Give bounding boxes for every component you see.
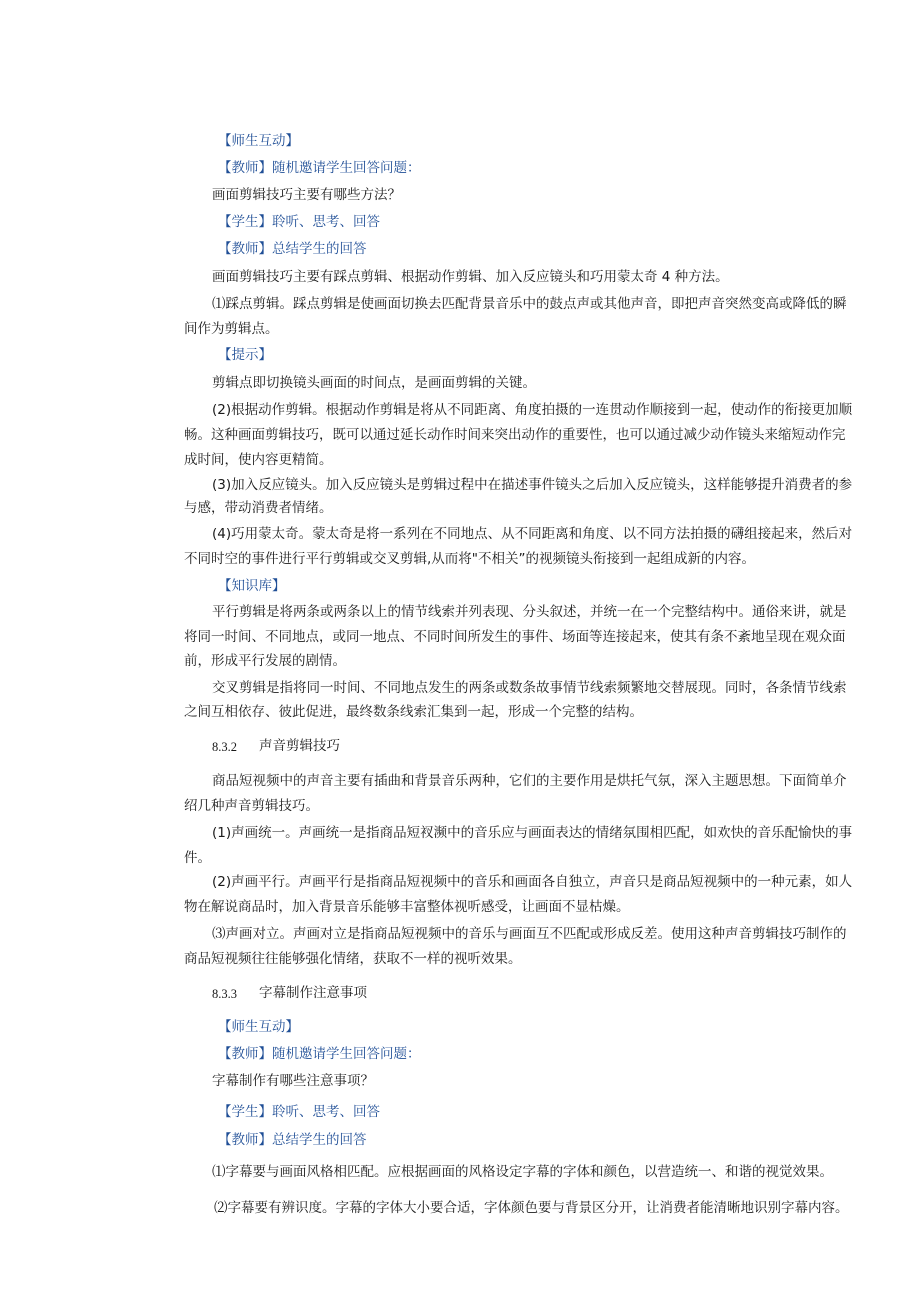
question-text: 字幕制作有哪些注意事项？: [212, 1073, 374, 1089]
paragraph-line: 剪辑点即切换镜头画面的时间点，是画面剪辑的关键。: [212, 375, 536, 391]
paragraph-line: ⑵字幕要有辨识度。字幕的字体大小要合适，字体颜色要与背景区分开，让消费者能清晰地识别字幕内容。: [214, 1200, 849, 1216]
paragraph-line: (2)根据动作剪辑。根据动作剪辑是将从不同距离、角度拍摄的一连贯动作顺接到一起，使动作的衔接更加顺: [212, 402, 853, 418]
paragraph-line: (1)声画统一。声画统一是指商品短衩濒中的音乐应与画面表达的情绪氛围相匹配，如欢快的音乐配愉快的事: [212, 825, 853, 841]
label-tip: 【提示】: [218, 347, 272, 363]
label-teacher-question: 【教师】随机邀请学生回答问题：: [218, 160, 421, 176]
paragraph-line: 畅。这种画面剪辑技巧，既可以通过延长动作时间来突出动作的重要性，也可以通过减少动作镜头来缩短动作完: [184, 427, 846, 443]
question-text: 画面剪辑技巧主要有哪些方法？: [212, 187, 401, 203]
paragraph-line: (2)声画平行。声画平行是指商品短视频中的音乐和画面各自独立，声音只是商品短视频中的一种元素，如人: [212, 874, 853, 890]
paragraph-line: 成时间，使内容更精简。: [184, 452, 333, 468]
label-teacher-summary: 【教师】总结学生的回答: [218, 1132, 367, 1148]
paragraph-line: 绍几种声音剪辑技巧。: [184, 798, 319, 814]
paragraph-line: 物在解说商品时，加入背景音乐能够丰富整体视听感受，让画面不显枯燥。: [184, 899, 630, 915]
section-number: 8.3.3: [212, 987, 237, 1001]
paragraph-line: ⑴踩点剪辑。踩点剪辑是使画面切换去匹配背景音乐中的鼓点声或其他声音，即把声音突然变高或降低的瞬: [212, 296, 847, 312]
paragraph-line: 不同时空的事件进行平行剪辑或交叉剪辑,从而将"不相关”的视频镜头衔接到一起组成新的内容。: [184, 551, 755, 567]
paragraph-line: (4)巧用蒙太奇。蒙太奇是将一系列在不同地点、从不同距离和角度、以不同方法拍摄的礴组接起来，然后对: [212, 526, 853, 542]
label-teacher-student-interaction: 【师生互动】: [218, 1019, 299, 1035]
paragraph-line: ⑶声画对立。声画对立是指商品短视频中的音乐与画面互不匹配或形成反差。使用这种声音剪辑技巧制作的: [212, 926, 847, 942]
label-student: 【学生】聆听、思考、回答: [218, 1104, 380, 1120]
paragraph-line: 前，形成平行发展的剧情。: [184, 653, 346, 669]
section-number: 8.3.2: [212, 740, 237, 754]
paragraph-line: 平行剪辑是将两条或两条以上的情节线索并列表现、分头叙述，并统一在一个完整结构中。通俗来讲，就是: [212, 604, 847, 620]
label-teacher-question: 【教师】随机邀请学生回答问题：: [218, 1046, 421, 1062]
paragraph-line: 间作为剪辑点。: [184, 321, 279, 337]
paragraph-line: (3)加入反应镜头。加入反应镜头是剪辑过程中在描述事件镜头之后加入反应镜头，这样能够提升消费者的参: [212, 477, 853, 493]
paragraph-line: 将同一时间、不同地点，或同一地点、不同时间所发生的事件、场面等连接起来，使其有条不紊地呈现在观众面: [184, 629, 846, 645]
section-title: 声音剪辑技巧: [259, 738, 340, 754]
paragraph-line: 交叉剪辑是指将同一时间、不同地点发生的两条或数条故事情节线索频繁地交替展现。同时，各条情节线索: [212, 680, 847, 696]
paragraph-line: 画面剪辑技巧主要有踩点剪辑、根据动作剪辑、加入反应镜头和巧用蒙太奇 4 种方法。: [212, 269, 729, 285]
paragraph-line: ⑴字幕要与画面风格相匹配。应根据画面的风格设定字幕的字体和颜色，以营造统一、和谐的视觉效果。: [212, 1164, 833, 1180]
label-teacher-student-interaction: 【师生互动】: [218, 133, 299, 149]
label-teacher-summary: 【教师】总结学生的回答: [218, 241, 367, 257]
label-knowledge-base: 【知识库】: [218, 578, 286, 594]
paragraph-line: 之间互相依存、彼此促进，最终数条线索汇集到一起，形成一个完整的结构。: [184, 704, 643, 720]
paragraph-line: 件。: [184, 850, 211, 866]
paragraph-line: 与感，带动消费者情绪。: [184, 500, 333, 516]
section-title: 字幕制作注意事项: [259, 985, 367, 1001]
paragraph-line: 商品短视频中的声音主要有插曲和背景音乐两种，它们的主要作用是烘托气氛，深入主题思想。下面简单介: [212, 773, 847, 789]
label-student: 【学生】聆听、思考、回答: [218, 214, 380, 230]
paragraph-line: 商品短视频往往能够强化情绪，获取不一样的视听效果。: [184, 951, 522, 967]
